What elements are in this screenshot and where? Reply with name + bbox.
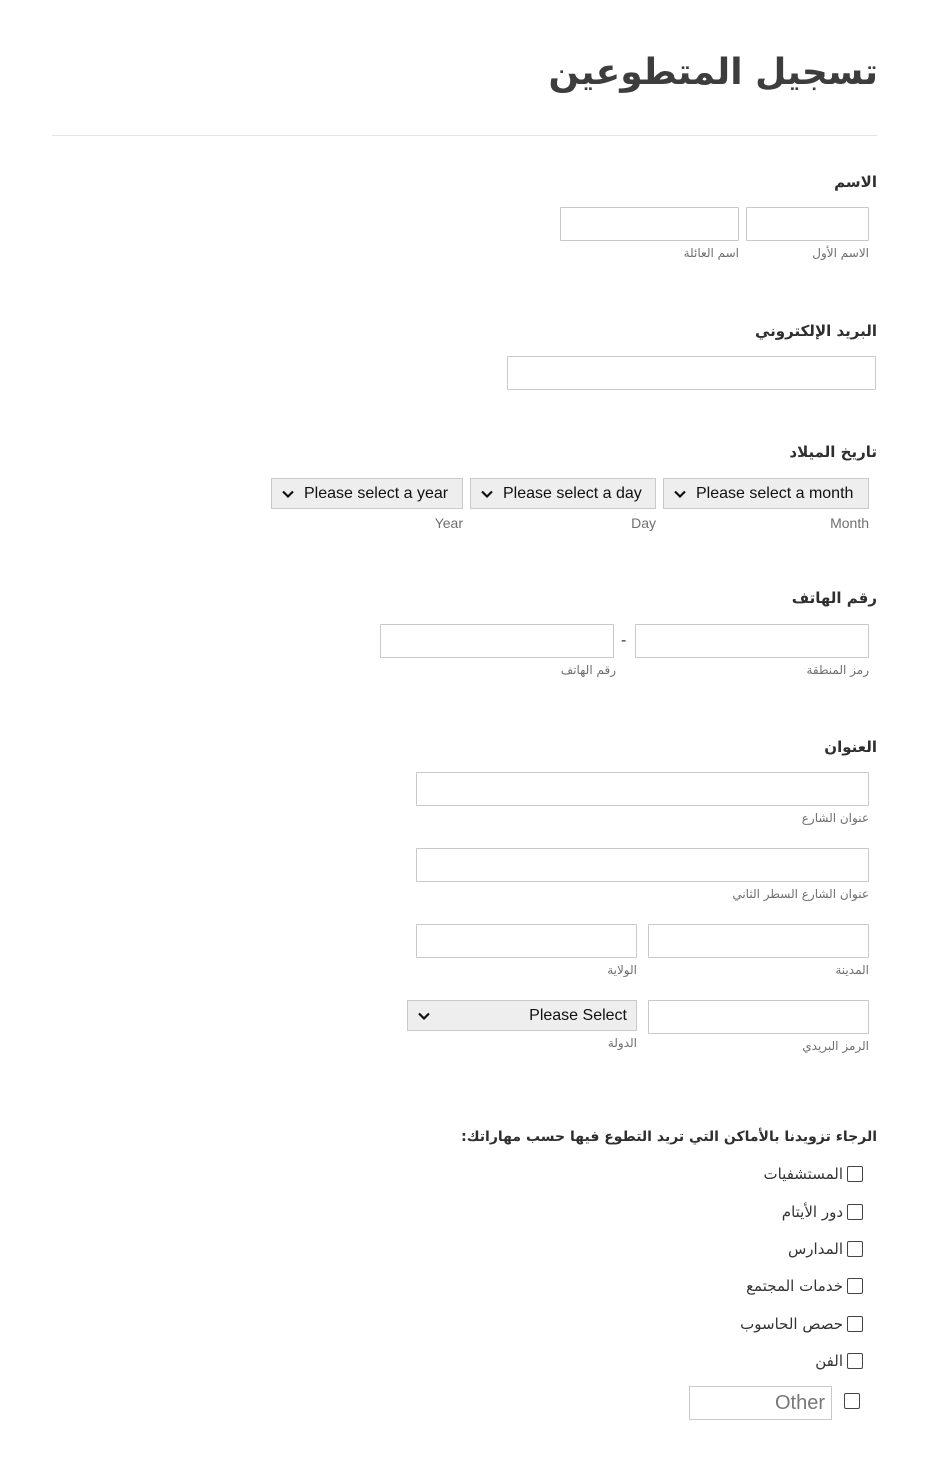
city-sublabel: المدينة — [835, 963, 869, 977]
phone-separator: - — [621, 632, 627, 649]
city-input[interactable] — [648, 924, 869, 958]
option-orphanages[interactable] — [782, 1203, 863, 1221]
name-label: الاسم — [834, 173, 877, 191]
birth-year-value: Please select a year — [304, 484, 449, 502]
chevron-down-icon — [416, 1008, 432, 1024]
checkbox[interactable] — [847, 1316, 863, 1332]
chevron-down-icon — [479, 486, 495, 502]
checkbox[interactable] — [847, 1353, 863, 1369]
phone-label: رقم الهاتف — [791, 589, 877, 607]
places-label: الرجاء تزويدنا بالأماكن التي تريد التطوع فيها حسب مهاراتك: — [461, 1129, 877, 1145]
chevron-down-icon — [280, 486, 296, 502]
first-name-sublabel: الاسم الأول — [812, 246, 869, 260]
street2-sublabel: عنوان الشارع السطر الثاني — [732, 887, 869, 901]
birth-year-sublabel: Year — [434, 515, 463, 531]
country-value: Please Select — [529, 1006, 627, 1024]
area-code-input[interactable] — [635, 624, 869, 658]
birth-month-value: Please select a month — [696, 484, 854, 502]
checkbox[interactable] — [844, 1393, 860, 1409]
birth-day-value: Please select a day — [503, 484, 642, 502]
last-name-sublabel: اسم العائلة — [683, 246, 739, 260]
birthdate-label: تاريخ الميلاد — [789, 443, 877, 461]
country-select[interactable] — [407, 1000, 637, 1031]
option-label: المستشفيات — [763, 1165, 843, 1183]
birth-month-sublabel: Month — [830, 515, 869, 531]
option-art[interactable] — [815, 1352, 863, 1370]
state-input[interactable] — [416, 924, 637, 958]
last-name-input[interactable] — [560, 207, 739, 241]
option-label: حصص الحاسوب — [740, 1315, 843, 1333]
checkbox[interactable] — [847, 1241, 863, 1257]
zip-input[interactable] — [648, 1000, 869, 1034]
option-label: الفن — [815, 1352, 843, 1370]
option-label: المدارس — [787, 1240, 843, 1258]
area-code-sublabel: رمز المنطقة — [806, 663, 869, 677]
form-title: تسجيل المتطوعين — [548, 52, 878, 93]
street2-input[interactable] — [416, 848, 869, 882]
phone-number-sublabel: رقم الهاتف — [560, 663, 616, 677]
street-sublabel: عنوان الشارع — [801, 811, 869, 825]
street-input[interactable] — [416, 772, 869, 806]
option-computer-classes[interactable] — [740, 1315, 863, 1333]
birth-day-select[interactable] — [470, 478, 656, 509]
option-label: خدمات المجتمع — [746, 1277, 843, 1295]
phone-number-input[interactable] — [380, 624, 614, 658]
chevron-down-icon — [672, 486, 688, 502]
option-label: دور الأيتام — [781, 1203, 843, 1221]
email-input[interactable] — [507, 356, 876, 390]
address-label: العنوان — [824, 738, 877, 756]
checkbox[interactable] — [847, 1278, 863, 1294]
option-schools[interactable] — [788, 1240, 863, 1258]
birth-day-sublabel: Day — [631, 515, 656, 531]
country-sublabel: الدولة — [607, 1036, 637, 1050]
zip-sublabel: الرمز البريدي — [802, 1039, 869, 1053]
other-input[interactable] — [689, 1386, 832, 1420]
option-community-services[interactable] — [746, 1277, 863, 1295]
birth-month-select[interactable] — [663, 478, 869, 509]
birth-year-select[interactable] — [271, 478, 463, 509]
option-other-checkbox[interactable] — [844, 1393, 860, 1409]
state-sublabel: الولاية — [607, 963, 637, 977]
checkbox[interactable] — [847, 1204, 863, 1220]
title-divider — [52, 135, 877, 136]
checkbox[interactable] — [847, 1166, 863, 1182]
email-label: البريد الإلكتروني — [755, 322, 877, 340]
option-hospitals[interactable] — [763, 1165, 863, 1183]
first-name-input[interactable] — [746, 207, 869, 241]
